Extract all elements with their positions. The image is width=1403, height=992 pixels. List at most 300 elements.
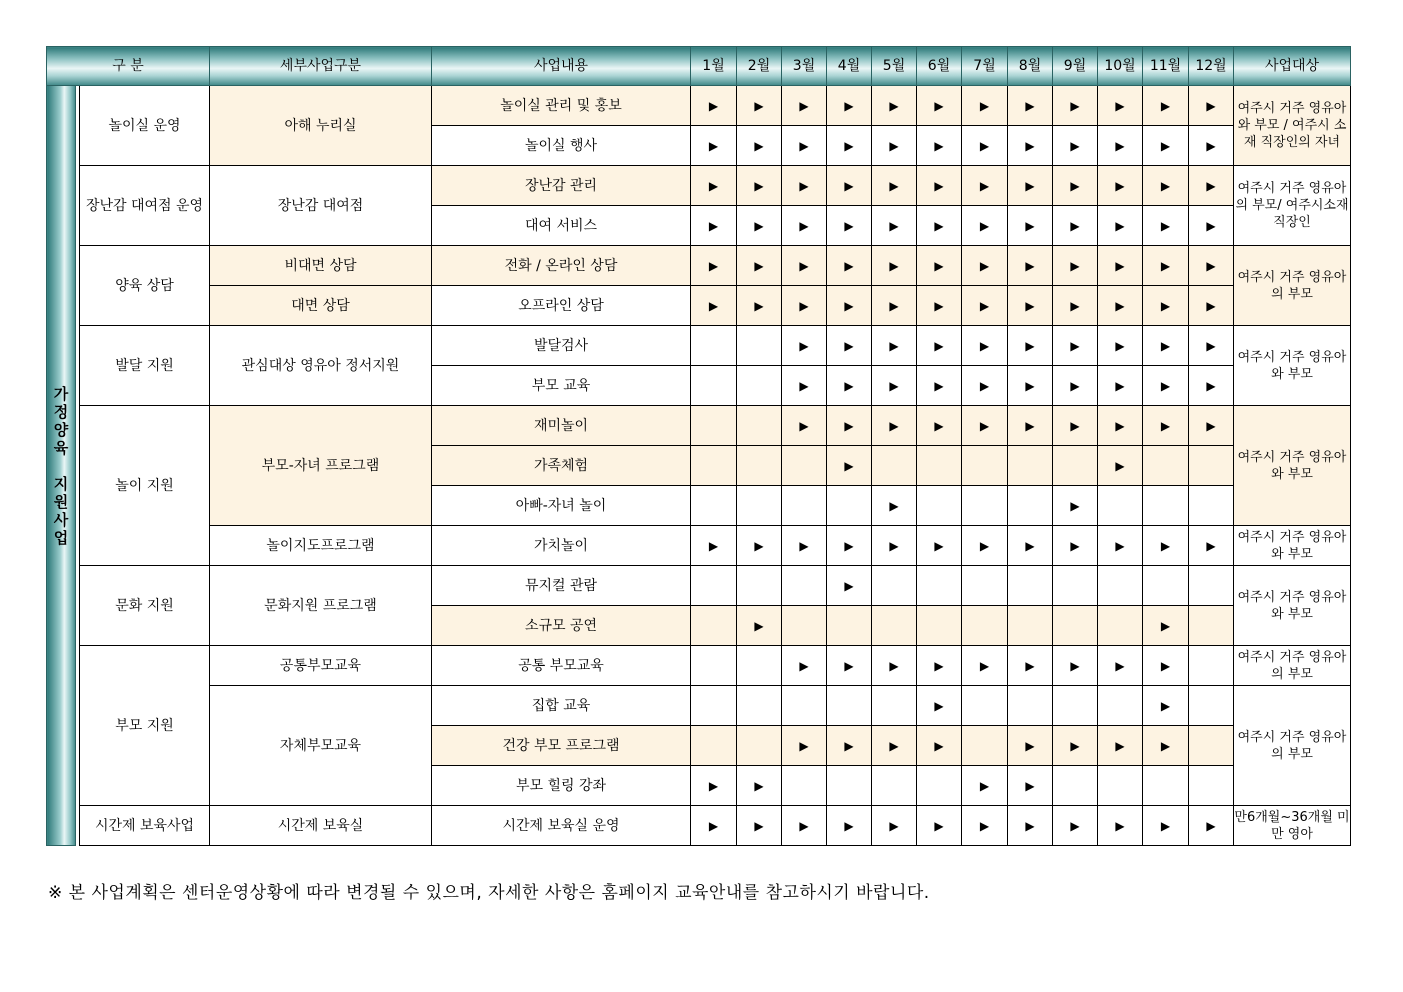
schedule-arrow-icon: ▶ (844, 818, 854, 833)
schedule-arrow-icon: ▶ (1115, 338, 1125, 353)
schedule-arrow-icon: ▶ (979, 658, 990, 673)
table-row (47, 286, 1351, 326)
content-name: 소규모 공연 (432, 606, 691, 646)
month-cell (917, 526, 962, 566)
schedule-arrow-icon: ▶ (754, 778, 764, 793)
target-description: 여주시 거주 영유아의 부모/ 여주시소재 직장인 (1234, 166, 1351, 246)
month-cell (691, 446, 737, 486)
month-cell (1189, 286, 1234, 326)
schedule-arrow-icon: ▶ (934, 418, 944, 433)
month-cell (872, 86, 917, 126)
month-cell (827, 486, 872, 526)
month-cell (1143, 446, 1189, 486)
month-cell (1053, 526, 1098, 566)
month-cell (917, 606, 962, 646)
month-cell (782, 526, 827, 566)
schedule-arrow-icon: ▶ (1160, 258, 1171, 273)
schedule-arrow-icon: ▶ (1160, 218, 1171, 233)
month-cell (917, 566, 962, 606)
month-cell (691, 206, 737, 246)
schedule-arrow-icon: ▶ (979, 178, 990, 193)
month-cell (1189, 606, 1234, 646)
schedule-arrow-icon: ▶ (979, 378, 990, 393)
table-row (47, 406, 1351, 446)
content-name: 뮤지컬 관람 (432, 566, 691, 606)
schedule-arrow-icon: ▶ (889, 498, 899, 513)
month-cell (1143, 806, 1189, 846)
schedule-arrow-icon: ▶ (979, 298, 990, 313)
schedule-arrow-icon: ▶ (889, 98, 899, 113)
schedule-arrow-icon: ▶ (934, 298, 944, 313)
month-cell (737, 126, 782, 166)
schedule-arrow-icon: ▶ (1025, 778, 1035, 793)
month-cell (1189, 406, 1234, 446)
month-cell (737, 406, 782, 446)
schedule-arrow-icon: ▶ (1115, 458, 1125, 473)
schedule-arrow-icon: ▶ (708, 178, 719, 193)
month-cell (691, 286, 737, 326)
month-cell (917, 646, 962, 686)
schedule-arrow-icon: ▶ (754, 138, 764, 153)
month-cell (1098, 766, 1143, 806)
schedule-arrow-icon: ▶ (1115, 418, 1125, 433)
schedule-arrow-icon: ▶ (1206, 538, 1216, 553)
header-month: 1월 (691, 47, 737, 86)
month-cell (1008, 86, 1053, 126)
schedule-arrow-icon: ▶ (754, 178, 764, 193)
month-cell (691, 166, 737, 206)
header-month: 12월 (1189, 47, 1234, 86)
month-cell (691, 606, 737, 646)
month-cell (1098, 686, 1143, 726)
month-cell (691, 686, 737, 726)
table-row (47, 86, 1351, 126)
month-cell (737, 366, 782, 406)
month-cell (962, 86, 1008, 126)
month-cell (962, 566, 1008, 606)
schedule-arrow-icon: ▶ (799, 738, 809, 753)
month-cell (1098, 286, 1143, 326)
month-cell (691, 726, 737, 766)
month-cell (1189, 206, 1234, 246)
schedule-arrow-icon: ▶ (844, 538, 854, 553)
group-name: 발달 지원 (80, 326, 210, 406)
target-description: 여주시 거주 영유아와 부모 (1234, 526, 1351, 566)
month-cell (782, 286, 827, 326)
month-cell (691, 486, 737, 526)
schedule-arrow-icon: ▶ (934, 698, 944, 713)
schedule-arrow-icon: ▶ (1025, 178, 1035, 193)
schedule-arrow-icon: ▶ (979, 818, 990, 833)
schedule-arrow-icon: ▶ (934, 538, 944, 553)
content-name: 집합 교육 (432, 686, 691, 726)
month-cell (962, 406, 1008, 446)
schedule-arrow-icon: ▶ (754, 538, 764, 553)
schedule-arrow-icon: ▶ (979, 138, 990, 153)
table-row (47, 806, 1351, 846)
schedule-arrow-icon: ▶ (1070, 818, 1080, 833)
month-cell (962, 126, 1008, 166)
month-cell (737, 446, 782, 486)
month-cell (1098, 806, 1143, 846)
month-cell (1143, 166, 1189, 206)
sub-project-name: 문화지원 프로그램 (210, 566, 432, 646)
schedule-arrow-icon: ▶ (754, 258, 764, 273)
month-cell (1189, 246, 1234, 286)
month-cell (691, 406, 737, 446)
schedule-arrow-icon: ▶ (1025, 378, 1035, 393)
content-name: 놀이실 관리 및 홍보 (432, 86, 691, 126)
header-month: 10월 (1098, 47, 1143, 86)
schedule-arrow-icon: ▶ (1115, 98, 1125, 113)
schedule-arrow-icon: ▶ (1115, 658, 1125, 673)
content-name: 부모 교육 (432, 366, 691, 406)
target-description: 만6개월~36개월 미만 영아 (1234, 806, 1351, 846)
month-cell (1189, 326, 1234, 366)
category-char: 가 (53, 384, 69, 403)
month-cell (782, 686, 827, 726)
month-cell (782, 206, 827, 246)
month-cell (1143, 406, 1189, 446)
month-cell (737, 246, 782, 286)
schedule-arrow-icon: ▶ (1206, 178, 1216, 193)
month-cell (1053, 246, 1098, 286)
month-cell (872, 806, 917, 846)
month-cell (827, 86, 872, 126)
schedule-arrow-icon: ▶ (1070, 338, 1080, 353)
schedule-arrow-icon: ▶ (1025, 98, 1035, 113)
schedule-arrow-icon: ▶ (1160, 418, 1171, 433)
schedule-arrow-icon: ▶ (934, 138, 944, 153)
schedule-arrow-icon: ▶ (799, 418, 809, 433)
schedule-arrow-icon: ▶ (708, 538, 719, 553)
month-cell (1143, 766, 1189, 806)
month-cell (872, 526, 917, 566)
schedule-arrow-icon: ▶ (844, 738, 854, 753)
business-plan-table (46, 46, 1351, 846)
content-name: 재미놀이 (432, 406, 691, 446)
month-cell (691, 246, 737, 286)
month-cell (1189, 366, 1234, 406)
month-cell (1189, 766, 1234, 806)
schedule-arrow-icon: ▶ (1160, 98, 1171, 113)
month-cell (737, 766, 782, 806)
month-cell (872, 766, 917, 806)
schedule-arrow-icon: ▶ (1115, 378, 1125, 393)
month-cell (1053, 446, 1098, 486)
month-cell (827, 766, 872, 806)
month-cell (1053, 646, 1098, 686)
month-cell (1143, 366, 1189, 406)
schedule-arrow-icon: ▶ (1115, 818, 1125, 833)
month-cell (962, 166, 1008, 206)
sub-project-name: 관심대상 영유아 정서지원 (210, 326, 432, 406)
schedule-arrow-icon: ▶ (1070, 218, 1080, 233)
schedule-arrow-icon: ▶ (1206, 138, 1216, 153)
table-row (47, 246, 1351, 286)
group-name: 장난감 대여점 운영 (80, 166, 210, 246)
schedule-arrow-icon: ▶ (1206, 818, 1216, 833)
month-cell (962, 446, 1008, 486)
content-name: 부모 힐링 강좌 (432, 766, 691, 806)
table-row (47, 166, 1351, 206)
month-cell (962, 606, 1008, 646)
schedule-arrow-icon: ▶ (1070, 658, 1080, 673)
month-cell (782, 486, 827, 526)
table-row (47, 686, 1351, 726)
schedule-arrow-icon: ▶ (889, 178, 899, 193)
month-cell (962, 806, 1008, 846)
schedule-arrow-icon: ▶ (844, 378, 854, 393)
month-cell (782, 446, 827, 486)
month-cell (1053, 726, 1098, 766)
month-cell (872, 366, 917, 406)
month-cell (1143, 486, 1189, 526)
month-cell (1098, 206, 1143, 246)
schedule-arrow-icon: ▶ (1070, 258, 1080, 273)
content-name: 시간제 보육실 운영 (432, 806, 691, 846)
month-cell (1098, 566, 1143, 606)
month-cell (1008, 526, 1053, 566)
header-sub-project: 세부사업구분 (210, 47, 432, 86)
month-cell (737, 606, 782, 646)
month-cell (872, 286, 917, 326)
schedule-arrow-icon: ▶ (708, 818, 719, 833)
month-cell (1189, 686, 1234, 726)
month-cell (737, 206, 782, 246)
month-cell (1008, 686, 1053, 726)
schedule-arrow-icon: ▶ (799, 378, 809, 393)
month-cell (691, 806, 737, 846)
content-name: 대여 서비스 (432, 206, 691, 246)
schedule-arrow-icon: ▶ (799, 98, 809, 113)
month-cell (782, 806, 827, 846)
schedule-arrow-icon: ▶ (889, 418, 899, 433)
schedule-arrow-icon: ▶ (889, 298, 899, 313)
schedule-arrow-icon: ▶ (1025, 738, 1035, 753)
month-cell (1008, 326, 1053, 366)
month-cell (1008, 486, 1053, 526)
month-cell (1143, 726, 1189, 766)
month-cell (827, 606, 872, 646)
month-cell (1098, 646, 1143, 686)
month-cell (1098, 126, 1143, 166)
schedule-arrow-icon: ▶ (1070, 298, 1080, 313)
schedule-arrow-icon: ▶ (934, 178, 944, 193)
schedule-arrow-icon: ▶ (1160, 338, 1171, 353)
schedule-arrow-icon: ▶ (708, 298, 719, 313)
schedule-arrow-icon: ▶ (844, 418, 854, 433)
content-name: 가족체험 (432, 446, 691, 486)
month-cell (1189, 446, 1234, 486)
month-cell (962, 526, 1008, 566)
month-cell (1008, 566, 1053, 606)
schedule-arrow-icon: ▶ (1070, 738, 1080, 753)
month-cell (1189, 806, 1234, 846)
month-cell (1143, 246, 1189, 286)
month-cell (1008, 606, 1053, 646)
content-name: 공통 부모교육 (432, 646, 691, 686)
month-cell (1098, 406, 1143, 446)
schedule-arrow-icon: ▶ (799, 138, 809, 153)
content-name: 가치놀이 (432, 526, 691, 566)
month-cell (737, 726, 782, 766)
month-cell (1053, 686, 1098, 726)
month-cell (827, 246, 872, 286)
sub-project-name: 대면 상담 (210, 286, 432, 326)
target-description: 여주시 거주 영유아와 부모 (1234, 326, 1351, 406)
schedule-arrow-icon: ▶ (799, 338, 809, 353)
schedule-arrow-icon: ▶ (844, 178, 854, 193)
month-cell (1143, 286, 1189, 326)
schedule-arrow-icon: ▶ (979, 338, 990, 353)
schedule-arrow-icon: ▶ (1160, 138, 1171, 153)
content-name: 아빠-자녀 놀이 (432, 486, 691, 526)
schedule-arrow-icon: ▶ (1115, 738, 1125, 753)
month-cell (691, 766, 737, 806)
category-char: 정 (53, 402, 69, 421)
month-cell (1053, 406, 1098, 446)
month-cell (1143, 646, 1189, 686)
schedule-arrow-icon: ▶ (844, 218, 854, 233)
month-cell (872, 166, 917, 206)
month-cell (872, 206, 917, 246)
month-cell (782, 366, 827, 406)
month-cell (1189, 86, 1234, 126)
month-cell (782, 86, 827, 126)
schedule-arrow-icon: ▶ (844, 458, 854, 473)
month-cell (827, 526, 872, 566)
footnote: ※ 본 사업계획은 센터운영상황에 따라 변경될 수 있으며, 자세한 사항은 홈페이지 교육안내를 참고하시기 바랍니다. (48, 883, 930, 903)
month-cell (1008, 446, 1053, 486)
group-name: 놀이실 운영 (80, 86, 210, 166)
category-char (47, 457, 75, 475)
schedule-arrow-icon: ▶ (1206, 258, 1216, 273)
schedule-arrow-icon: ▶ (844, 98, 854, 113)
category-char: 사 (53, 510, 69, 529)
month-cell (872, 646, 917, 686)
schedule-arrow-icon: ▶ (1070, 378, 1080, 393)
month-cell (1189, 646, 1234, 686)
schedule-arrow-icon: ▶ (1160, 738, 1171, 753)
schedule-arrow-icon: ▶ (889, 338, 899, 353)
month-cell (1008, 286, 1053, 326)
schedule-arrow-icon: ▶ (1025, 818, 1035, 833)
group-name: 놀이 지원 (80, 406, 210, 566)
month-cell (962, 326, 1008, 366)
sub-project-name: 장난감 대여점 (210, 166, 432, 246)
month-cell (917, 286, 962, 326)
schedule-arrow-icon: ▶ (1070, 178, 1080, 193)
month-cell (691, 646, 737, 686)
month-cell (737, 286, 782, 326)
month-cell (1143, 206, 1189, 246)
target-description: 여주시 거주 영유아의 부모 (1234, 646, 1351, 686)
schedule-arrow-icon: ▶ (979, 218, 990, 233)
sub-project-name: 공통부모교육 (210, 646, 432, 686)
schedule-arrow-icon: ▶ (934, 338, 944, 353)
month-cell (962, 646, 1008, 686)
schedule-arrow-icon: ▶ (934, 818, 944, 833)
month-cell (1189, 486, 1234, 526)
header-month: 3월 (782, 47, 827, 86)
schedule-arrow-icon: ▶ (1025, 418, 1035, 433)
schedule-arrow-icon: ▶ (708, 98, 719, 113)
group-name: 양육 상담 (80, 246, 210, 326)
month-cell (1098, 246, 1143, 286)
month-cell (782, 166, 827, 206)
schedule-arrow-icon: ▶ (1070, 138, 1080, 153)
table-row (47, 526, 1351, 566)
schedule-arrow-icon: ▶ (889, 258, 899, 273)
month-cell (1143, 326, 1189, 366)
month-cell (1008, 126, 1053, 166)
month-cell (917, 446, 962, 486)
month-cell (1098, 86, 1143, 126)
schedule-arrow-icon: ▶ (1115, 298, 1125, 313)
schedule-arrow-icon: ▶ (844, 578, 854, 593)
month-cell (827, 806, 872, 846)
schedule-arrow-icon: ▶ (1070, 538, 1080, 553)
month-cell (1008, 406, 1053, 446)
month-cell (782, 246, 827, 286)
month-cell (872, 726, 917, 766)
content-name: 놀이실 행사 (432, 126, 691, 166)
month-cell (782, 766, 827, 806)
schedule-arrow-icon: ▶ (708, 258, 719, 273)
schedule-arrow-icon: ▶ (1115, 538, 1125, 553)
header-row (47, 47, 1351, 86)
schedule-arrow-icon: ▶ (1025, 258, 1035, 273)
schedule-arrow-icon: ▶ (844, 298, 854, 313)
schedule-arrow-icon: ▶ (708, 138, 719, 153)
schedule-arrow-icon: ▶ (1160, 378, 1171, 393)
category-char: 양 (53, 420, 69, 439)
month-cell (962, 486, 1008, 526)
month-cell (1098, 166, 1143, 206)
month-cell (1098, 726, 1143, 766)
schedule-arrow-icon: ▶ (1025, 138, 1035, 153)
month-cell (1008, 206, 1053, 246)
month-cell (1189, 566, 1234, 606)
month-cell (962, 246, 1008, 286)
month-cell (1189, 126, 1234, 166)
month-cell (827, 206, 872, 246)
month-cell (737, 806, 782, 846)
group-name: 문화 지원 (80, 566, 210, 646)
month-cell (872, 326, 917, 366)
schedule-arrow-icon: ▶ (979, 538, 990, 553)
schedule-arrow-icon: ▶ (1160, 618, 1171, 633)
month-cell (872, 406, 917, 446)
schedule-arrow-icon: ▶ (934, 258, 944, 273)
month-cell (691, 366, 737, 406)
month-cell (827, 286, 872, 326)
schedule-arrow-icon: ▶ (979, 778, 990, 793)
month-cell (872, 246, 917, 286)
schedule-arrow-icon: ▶ (1206, 418, 1216, 433)
schedule-arrow-icon: ▶ (799, 218, 809, 233)
schedule-arrow-icon: ▶ (1115, 258, 1125, 273)
month-cell (962, 206, 1008, 246)
month-cell (782, 606, 827, 646)
month-cell (691, 326, 737, 366)
month-cell (1143, 526, 1189, 566)
schedule-arrow-icon: ▶ (799, 538, 809, 553)
month-cell (917, 246, 962, 286)
sub-project-name: 부모-자녀 프로그램 (210, 406, 432, 526)
content-name: 오프라인 상담 (432, 286, 691, 326)
